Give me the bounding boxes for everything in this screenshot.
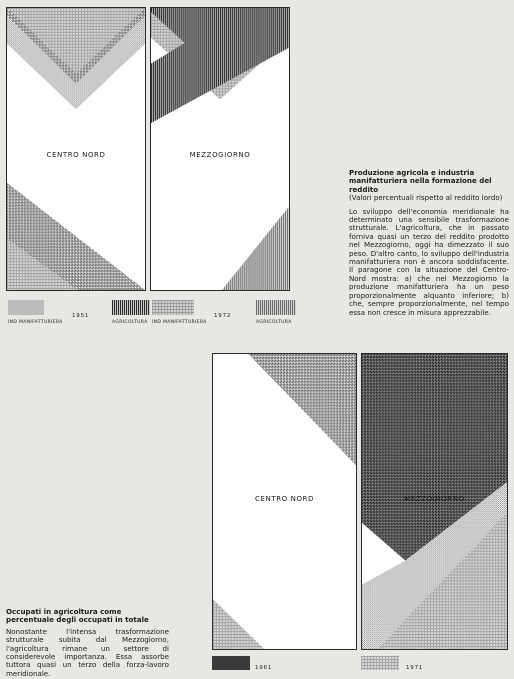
shape-agri-1971	[213, 599, 264, 649]
caption-body: Nonostante l'intensa trasformazione strutturale subita dal Mezzogiorno, l'agricoltura rimane un settore di considerevole importanza. Essa assorbe tuttora quasi un terzo della forza-lavoro meridionale.	[6, 626, 169, 678]
legend-item-label: IND MANIFATTURIERA	[8, 320, 63, 325]
caption-body: Lo sviluppo dell'economia meridionale ha determinato una sensibile trasformazione strutturale. L'agricoltura, che in passato forniva quasi un terzo del reddito prodotto nel Mezzogiorno, oggi ha dimezzato il suo peso. D'altro canto, lo sviluppo dell'industria manifatturiera non è ancora soddisfacente. Il paragone con la situazione del Centro-Nord mostra: a) che nel Mezzogiorno la produzione manifatturiera ha un peso proporzionalmente alquanto inferiore; b) che, sempre proporzionalmente, nel tempo essa non cresce in misura apprezzabile.	[349, 206, 509, 317]
panel-mezzogiorno-2	[361, 353, 508, 650]
shape-agri-1961	[249, 354, 356, 465]
panel-centro-nord-2	[212, 353, 357, 650]
legend-item-label: AGRICOLTURA	[112, 320, 148, 325]
panel-centro-nord-1-shapes	[7, 8, 145, 290]
legend-year-b: 1971	[406, 665, 424, 671]
legend-swatch-industry-1972	[152, 300, 194, 315]
panel-mezzogiorno-1	[150, 7, 290, 291]
panel-label: MEZZOGIORNO	[404, 495, 465, 503]
legend-item-label: IND MANIFATTURIERA	[152, 320, 207, 325]
legend-year-a: 1951	[72, 313, 90, 319]
panel-label: MEZZOGIORNO	[189, 151, 251, 159]
legend-year-a: 1961	[255, 665, 273, 671]
panel-centro-nord-1	[6, 7, 146, 291]
caption-title: Produzione agricola e industria manifatturiera nella formazione del reddito	[349, 168, 492, 194]
legend-swatch-industry-1951	[8, 300, 44, 315]
panel-label: CENTRO NORD	[46, 151, 106, 159]
caption-figure1	[349, 169, 509, 317]
legend-year-b: 1972	[214, 313, 232, 319]
panel-mezzogiorno-1-shapes	[151, 8, 289, 290]
legend-swatch-1961	[212, 656, 250, 670]
caption-title: Occupati in agricoltura come percentuale degli occupati in totale	[6, 607, 149, 625]
caption-subtitle: (Valori percentuali rispetto al reddito lordo)	[349, 193, 503, 203]
shape-agriculture-1972	[222, 207, 289, 290]
legend-swatch-agriculture-1972	[256, 300, 296, 315]
panel-label: CENTRO NORD	[254, 495, 315, 503]
legend-item-label: AGRICOLTURA	[256, 320, 292, 325]
legend-swatch-agriculture-1951	[112, 300, 150, 315]
legend-swatch-1971	[361, 656, 399, 670]
caption-figure2	[6, 608, 169, 678]
